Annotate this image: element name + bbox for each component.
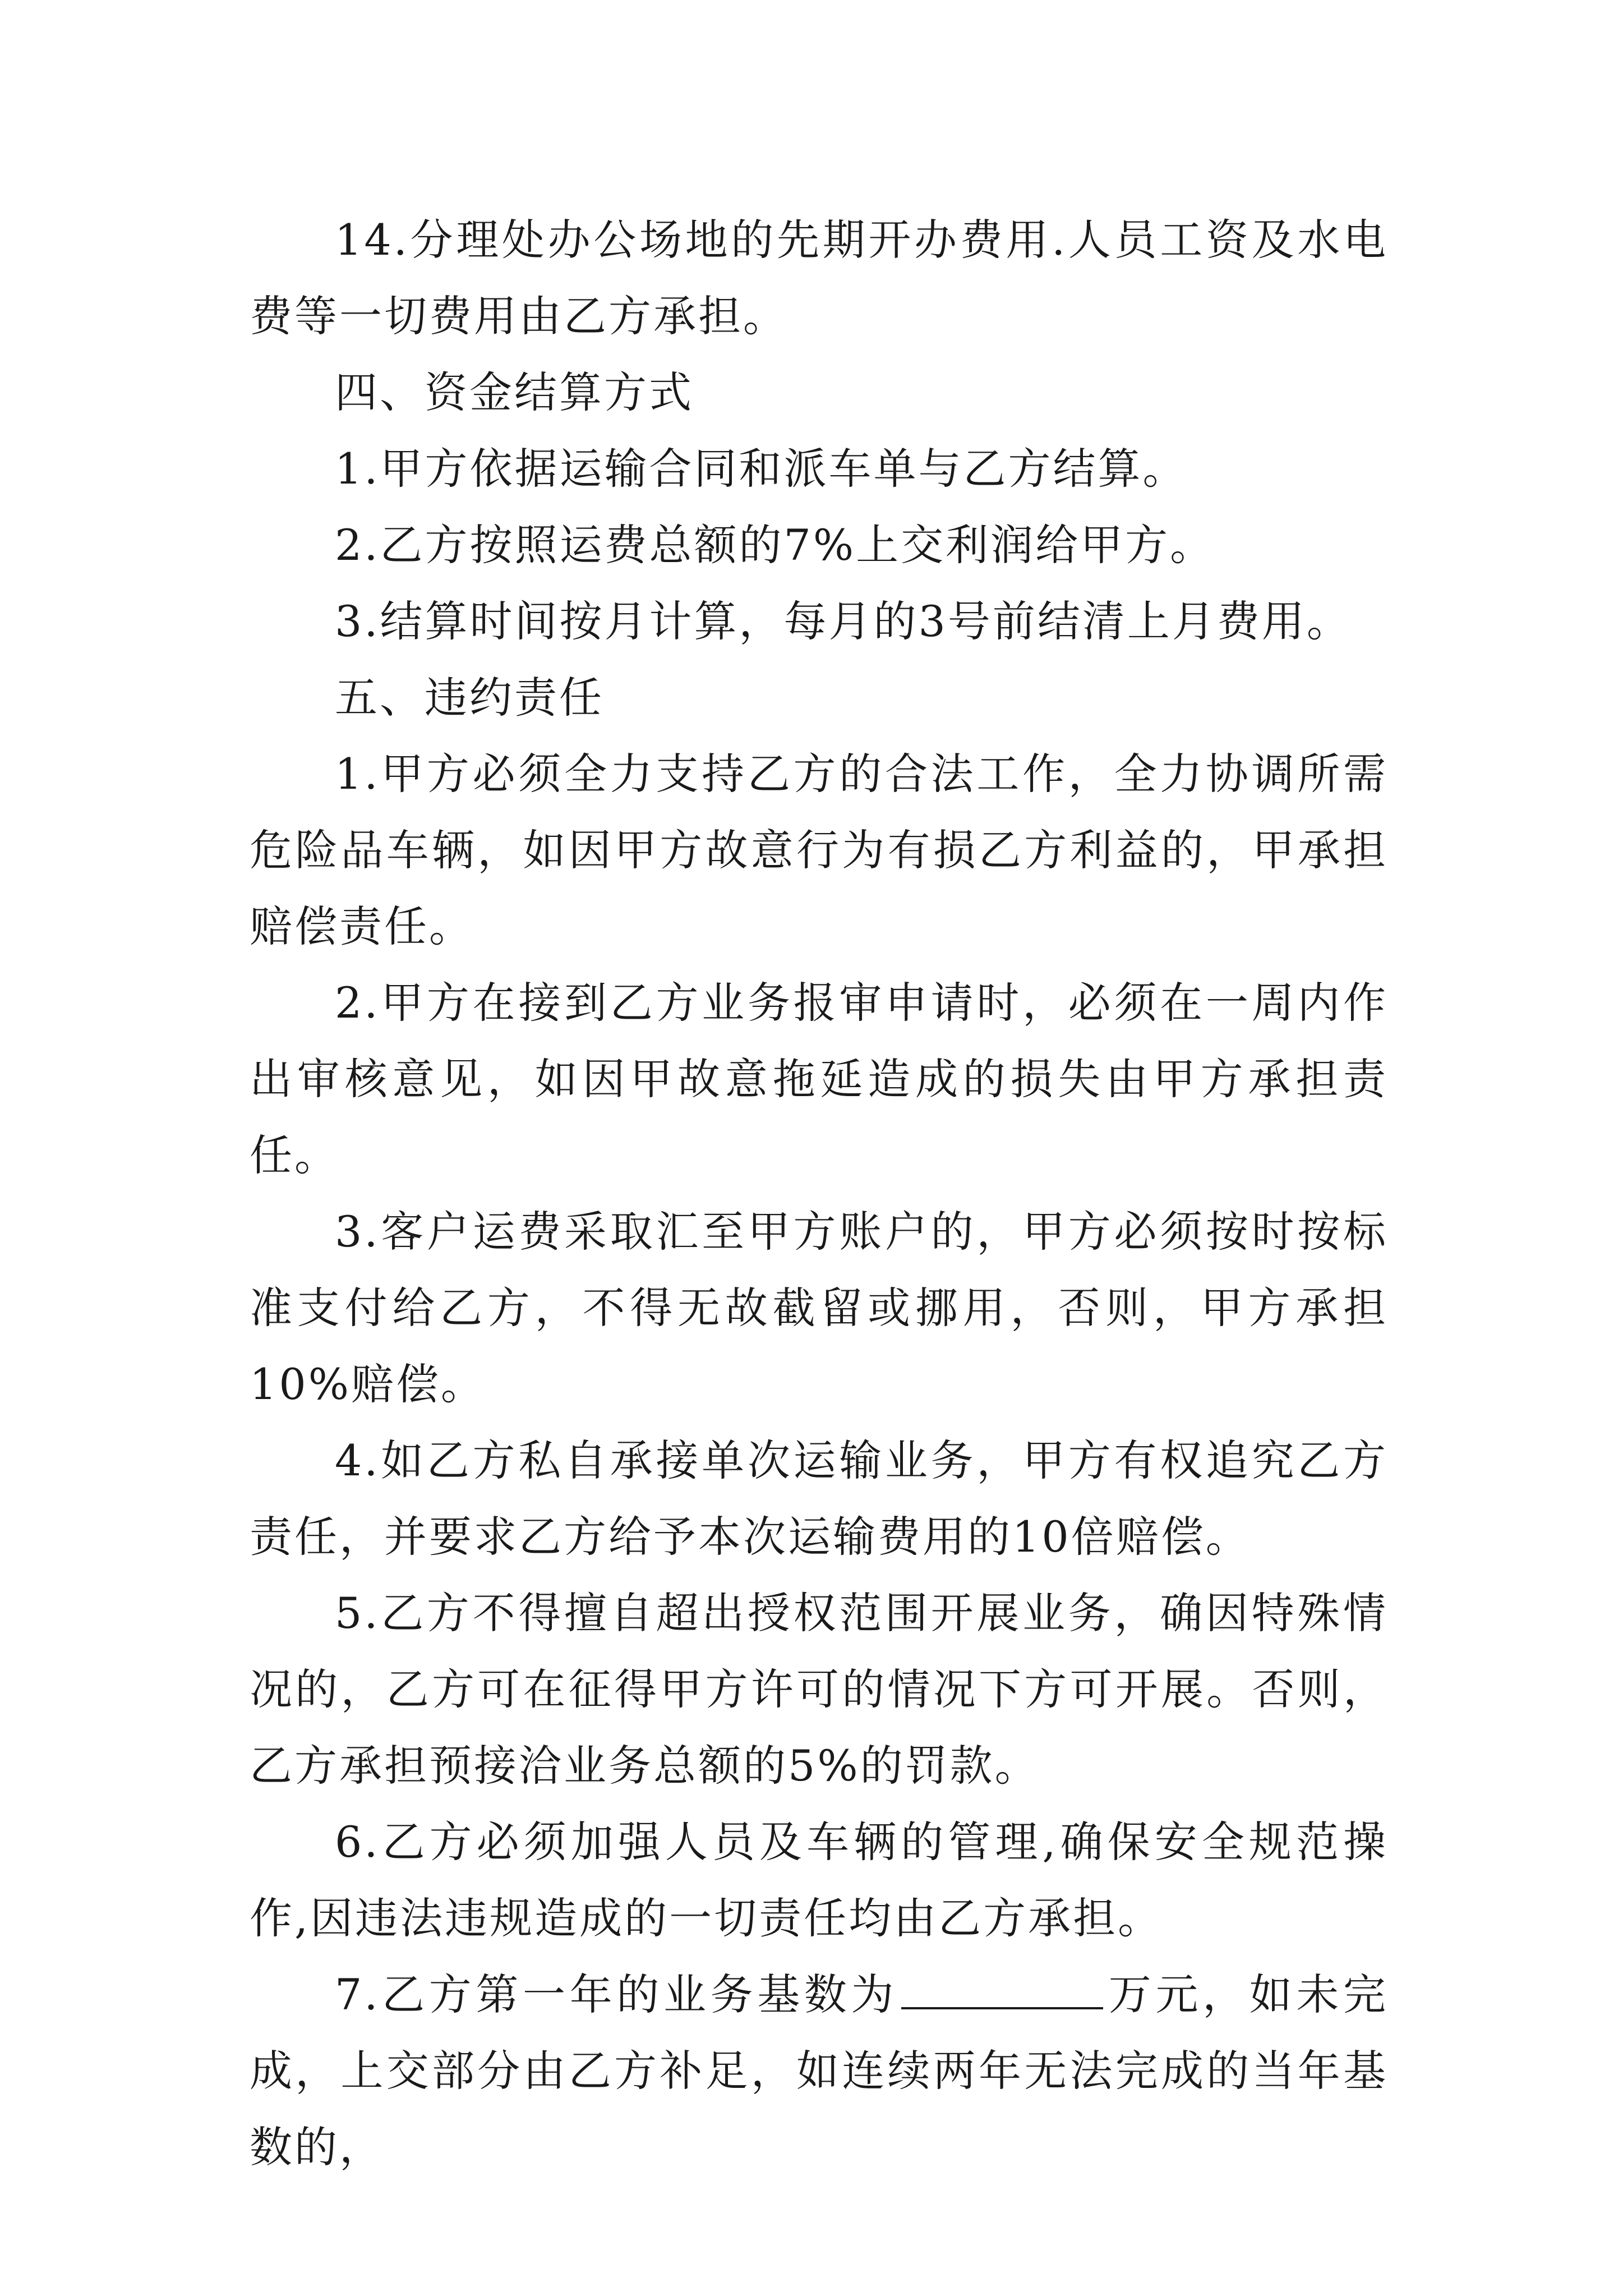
liability-clause-6: 6.乙方必须加强人员及车辆的管理,确保安全规范操作,因违法违规造成的一切责任均由乙方承担。 bbox=[250, 1817, 1388, 1943]
clause-14-office-costs: 14.分理处办公场地的先期开办费用.人员工资及水电费等一切费用由乙方承担。 bbox=[250, 215, 1388, 341]
clause-7-after-blank: 万元，如未完成，上交部分由乙方补足，如连续两年无法完成的当年基数的， bbox=[250, 1970, 1388, 2172]
liability-clause-1: 1.甲方必须全力支持乙方的合法工作，全力协调所需危险品车辆，如因甲方故意行为有损乙方利益的，甲承担赔偿责任。 bbox=[250, 749, 1388, 951]
liability-clause-2: 2.甲方在接到乙方业务报审申请时，必须在一周内作出审核意见，如因甲故意拖延造成的损失由甲方承担责任。 bbox=[250, 978, 1388, 1180]
amount-blank-line bbox=[901, 1968, 1103, 2009]
liability-clause-7 bbox=[250, 1957, 1388, 2185]
section-heading-settlement: 四、资金结算方式 bbox=[335, 367, 694, 417]
liability-clause-4: 4.如乙方私自承接单次运输业务，甲方有权追究乙方责任，并要求乙方给予本次运输费用的10倍赔偿。 bbox=[250, 1435, 1388, 1562]
liability-clause-5: 5.乙方不得擅自超出授权范围开展业务，确因特殊情况的，乙方可在征得甲方许可的情况下方可开展。否则，乙方承担预接洽业务总额的5%的罚款。 bbox=[250, 1588, 1388, 1791]
section-heading-liability: 五、违约责任 bbox=[335, 673, 604, 723]
document-body bbox=[250, 202, 1388, 2185]
clause-7-before-blank: 7.乙方第一年的业务基数为 bbox=[335, 1970, 898, 2019]
liability-clause-3: 3.客户运费采取汇至甲方账户的，甲方必须按时按标准支付给乙方，不得无故截留或挪用，否则，甲方承担10%赔偿。 bbox=[250, 1207, 1388, 1409]
settlement-clause-1: 1.甲方依据运输合同和派车单与乙方结算。 bbox=[335, 444, 1188, 494]
settlement-clause-3: 3.结算时间按月计算，每月的3号前结清上月费用。 bbox=[335, 596, 1352, 646]
settlement-clause-2: 2.乙方按照运费总额的7%上交利润给甲方。 bbox=[335, 520, 1215, 570]
